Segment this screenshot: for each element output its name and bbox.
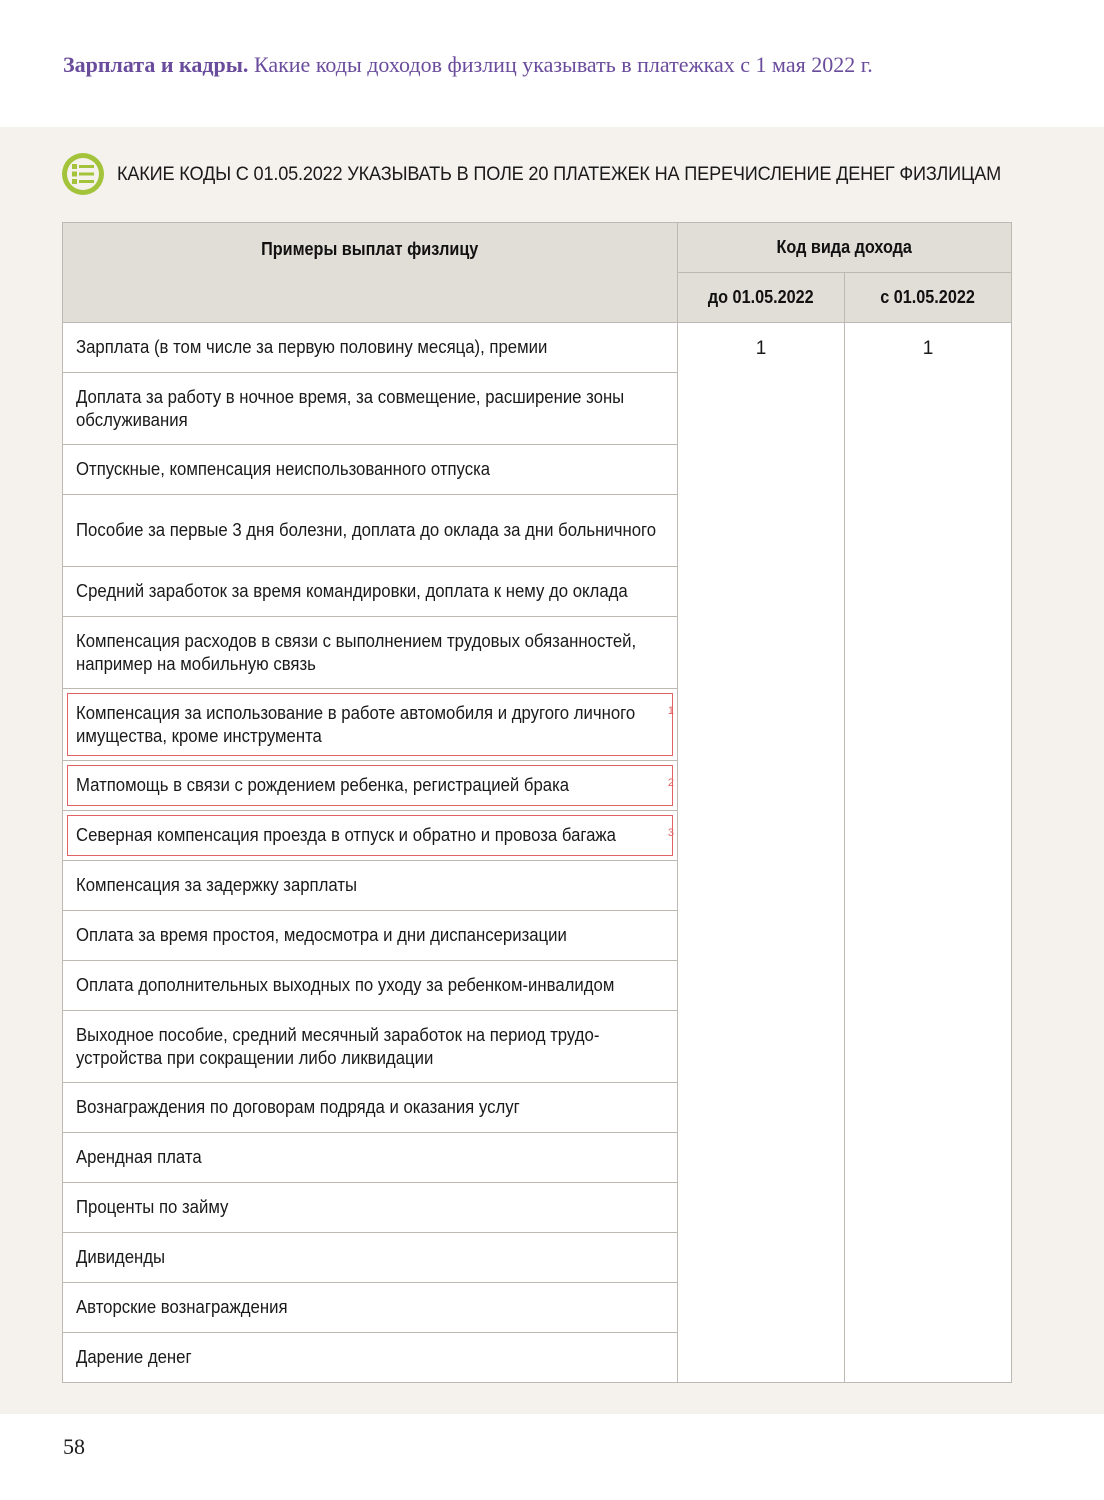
row-description: Матпомощь в связи с рождением ребенка, регистрацией брака 2 [63,761,678,811]
row-description: Средний заработок за время командировки, доплата к нему до оклада [63,567,678,617]
column-header-before: до 01.05.2022 [678,273,845,323]
highlight-number: 3 [667,827,674,839]
row-description: Зарплата (в том числе за первую половину месяца), премии [63,323,678,373]
table-title-row [62,153,1068,195]
page-number: 58 [63,1434,85,1459]
row-description: Дивиденды [63,1233,678,1283]
row-description: Пособие за первые 3 дня болезни, доплата до оклада за дни больничного [63,495,678,567]
code-after-cell: 1 [845,323,1012,1383]
row-description: Доплата за работу в ночное время, за совмещение, расширение зоны обслуживания [63,373,678,445]
page-header [63,52,1063,78]
article-title: Какие коды доходов физлиц указывать в платежках с 1 мая 2022 г. [253,52,873,77]
column-header-code-group: Код вида дохода [678,223,1012,273]
income-codes-table [62,222,1012,1383]
row-description: Компенсация расходов в связи с выполнением трудовых обязанностей, например на мобильную связь [63,617,678,689]
row-description: Выходное пособие, средний месячный заработок на период трудоустройства при сокращении либо ликвидации [63,1011,678,1083]
row-description: Северная компенсация проезда в отпуск и обратно и провоза багажа 3 [63,811,678,861]
table-icon [62,153,104,195]
row-description: Проценты по займу [63,1183,678,1233]
row-description: Оплата дополнительных выходных по уходу за ребенком-инвалидом [63,961,678,1011]
table-title: КАКИЕ КОДЫ С 01.05.2022 УКАЗЫВАТЬ В ПОЛЕ 20 ПЛАТЕЖЕК НА ПЕРЕЧИСЛЕНИЕ ДЕНЕГ ФИЗЛИЦАМ [117,162,1002,185]
code-before-cell: 1 [678,323,845,1383]
table-row [63,323,1012,373]
row-description: Компенсация за использование в работе автомобиля и другого личного имущества, кроме инструмента 1 [63,689,678,761]
row-description: Дарение денег [63,1333,678,1383]
row-description: Отпускные, компенсация неиспользованного отпуска [63,445,678,495]
column-header-after: с 01.05.2022 [845,273,1012,323]
highlight-number: 2 [667,777,674,789]
row-description: Оплата за время простоя, медосмотра и дни диспансеризации [63,911,678,961]
row-description: Вознаграждения по договорам подряда и оказания услуг [63,1083,678,1133]
row-description: Компенсация за задержку зарплаты [63,861,678,911]
highlight-number: 1 [667,705,674,717]
row-description: Арендная плата [63,1133,678,1183]
section-title: Зарплата и кадры. [63,52,249,77]
row-description: Авторские вознаграждения [63,1283,678,1333]
column-header-examples: Примеры выплат физлицу [63,223,678,323]
